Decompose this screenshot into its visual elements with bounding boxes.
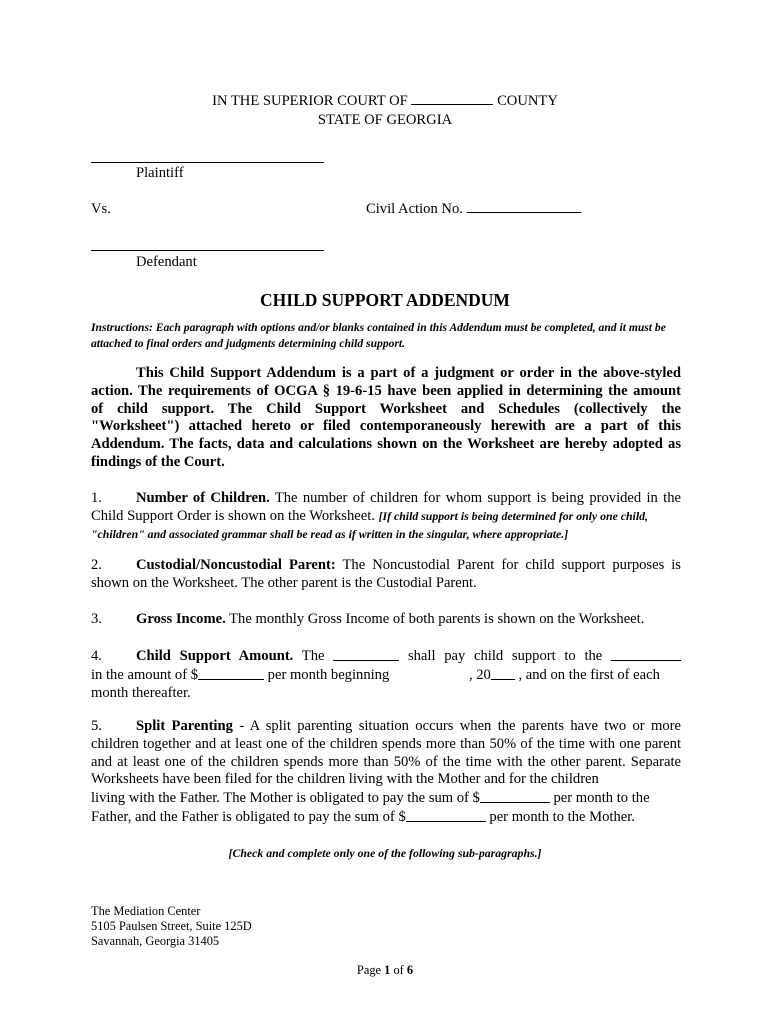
page-number <box>0 963 770 978</box>
section-text: per month to the Mother. <box>489 808 635 825</box>
payee-blank <box>611 647 681 661</box>
section-text: , 20 <box>468 666 491 683</box>
section-number: 1. <box>91 490 102 506</box>
mother-amount-blank <box>480 789 550 803</box>
section-4 <box>91 647 681 702</box>
father-amount-blank <box>406 808 486 822</box>
section-text: - A split parenting situation occurs when the parents have two or more <box>239 718 681 734</box>
section-3 <box>91 611 681 629</box>
section-text: per month to the <box>553 790 650 807</box>
county-label: COUNTY <box>497 93 558 109</box>
section-text: living with the Father. The Mother is obligated to pay the sum of $ <box>91 790 480 807</box>
section-text: shall pay child support to the <box>407 648 603 664</box>
section-2 <box>91 557 681 593</box>
section-text: in the amount of $ <box>91 666 199 683</box>
section-heading: Split Parenting <box>136 718 233 734</box>
section-heading: Custodial/Noncustodial Parent: <box>136 557 336 573</box>
section-number: 4. <box>91 648 102 664</box>
plaintiff-label: Plaintiff <box>136 165 184 181</box>
page-of: of <box>393 963 404 977</box>
check-instruction-note: [Check and complete only one of the following sub-paragraphs.] <box>228 846 542 860</box>
section-number: 2. <box>91 557 102 573</box>
section-text: month thereafter. <box>91 684 191 701</box>
document-title: CHILD SUPPORT ADDENDUM <box>260 290 510 310</box>
intro-line: findings of the Court. <box>91 453 225 470</box>
page-label: Page <box>356 963 382 977</box>
amount-blank <box>198 666 264 680</box>
footer-city: Savannah, Georgia 31405 <box>91 934 220 948</box>
vs-label: Vs. <box>91 201 111 217</box>
section-text: The number of children for whom support is being provided in the <box>274 490 681 506</box>
court-line-text: IN THE SUPERIOR COURT OF <box>212 93 408 109</box>
civil-action-blank <box>467 212 581 213</box>
footer-org: The Mediation Center <box>91 904 201 918</box>
section-5 <box>91 718 681 827</box>
section-text: children together and at least one of the children spends more than 50% of the time with one parent <box>91 735 681 752</box>
footer-address <box>91 904 252 949</box>
state-heading: STATE OF GEORGIA <box>317 112 453 128</box>
defendant-signature-line <box>91 250 324 251</box>
section-text: Worksheets have been filed for the children living with the Mother and for the children <box>91 771 599 788</box>
intro-line: of child support. The Child Support Worksheet and Schedules (collectively the <box>91 400 681 417</box>
defendant-label: Defendant <box>136 254 197 270</box>
section-text: per month beginning <box>267 666 390 683</box>
section-text: The monthly Gross Income of both parents is shown on the Worksheet. <box>229 611 645 627</box>
year-blank <box>491 666 515 680</box>
intro-line: This Child Support Addendum is a part of a judgment or order in the above-styled <box>136 365 681 381</box>
page-total: 6 <box>406 963 414 977</box>
section-text: shown on the Worksheet. The other parent is the Custodial Parent. <box>91 574 477 591</box>
intro-line: Addendum. The facts, data and calculations shown on the Worksheet are hereby adopted as <box>91 436 681 453</box>
section-heading: Gross Income. <box>136 611 226 627</box>
section-text: Father, and the Father is obligated to pay the sum of $ <box>91 808 406 825</box>
section-text: The <box>301 648 325 664</box>
intro-line: action. The requirements of OCGA § 19-6-15 have been applied in determining the amount <box>91 382 681 399</box>
section-heading: Number of Children. <box>136 490 270 506</box>
section-heading: Child Support Amount. <box>136 648 294 664</box>
intro-paragraph <box>91 365 681 472</box>
civil-action-number <box>366 201 581 218</box>
section-text: and at least one of the children spends more than 50% of the time with the other parent. Separate <box>91 753 681 770</box>
section-text: , and on the first of each <box>518 666 660 683</box>
intro-line: "Worksheet") attached hereto or filed contemporaneously herewith are a part of this <box>91 418 681 435</box>
page-current: 1 <box>384 963 391 977</box>
section-note: "children" and associated grammar shall be read as if written in the singular, where appropriate.] <box>91 526 569 541</box>
section-number: 3. <box>91 611 102 627</box>
section-1 <box>91 490 681 543</box>
footer-street: 5105 Paulsen Street, Suite 125D <box>91 919 252 933</box>
county-blank <box>411 104 493 105</box>
court-heading <box>0 93 770 110</box>
section-note: [If child support is being determined for only one child, <box>378 508 648 523</box>
section-text: The Noncustodial Parent for child support purposes is <box>342 557 681 573</box>
payer-blank <box>333 647 399 661</box>
civil-action-label: Civil Action No. <box>366 201 463 217</box>
section-text: Child Support Order is shown on the Worksheet. <box>91 507 375 524</box>
plaintiff-signature-line <box>91 162 324 163</box>
instructions-text: Instructions: Each paragraph with options and/or blanks contained in this Addendum must be completed, and it must be attached to final orders and judgments determining child support. <box>91 321 666 350</box>
section-number: 5. <box>91 718 102 734</box>
